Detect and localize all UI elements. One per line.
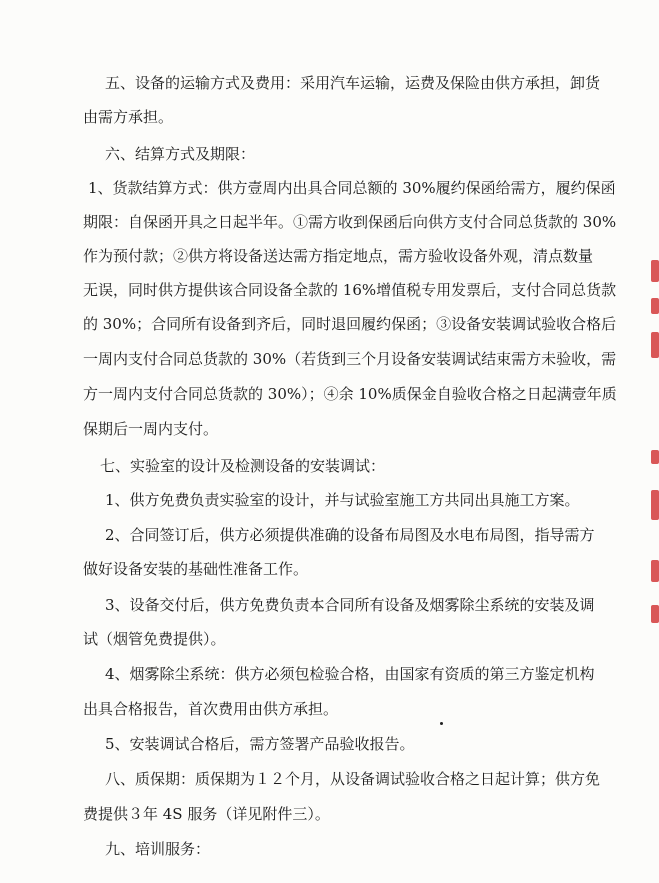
- text-line: 试（烟管免费提供）。: [83, 630, 226, 648]
- text-line: 5、安装调试合格后，需方签署产品验收报告。: [105, 735, 415, 753]
- section-heading: 七、实验室的设计及检测设备的安装调试：: [100, 457, 386, 475]
- section-heading: 八、质保期：质保期为１２个月，从设备调试验收合格之日起计算；供方免: [105, 770, 601, 788]
- text-line: 期限：自保函开具之日起半年。①需方收到保函后向供方支付合同总货款的 30%: [83, 213, 617, 231]
- text-line: 1、供方免费负责实验室的设计，并与试验室施工方共同出具施工方案。: [105, 491, 580, 509]
- text-line: 保期后一周内支付。: [83, 420, 219, 438]
- section-heading: 六、结算方式及期限：: [105, 145, 256, 163]
- text-line: 由需方承担。: [83, 108, 174, 126]
- scan-speck: [440, 722, 443, 725]
- text-line: 2、合同签订后，供方必须提供准确的设备布局图及水电布局图，指导需方: [105, 526, 595, 544]
- text-line: 方一周内支付合同总货款的 30%）；④余 10%质保金自验收合格之日起满壹年质: [83, 385, 617, 403]
- text-line: 3、设备交付后，供方免费负责本合同所有设备及烟雾除尘系统的安装及调: [105, 596, 595, 614]
- text-line: 无误，同时供方提供该合同设备全款的 16%增值税专用发票后，支付合同总货款: [83, 281, 617, 299]
- text-line: 费提供３年 4S 服务（详见附件三）。: [83, 805, 330, 823]
- text-line: 出具合格报告，首次费用由供方承担。: [83, 700, 339, 718]
- text-line: 作为预付款；②供方将设备送达需方指定地点，需方验收设备外观，清点数量: [83, 247, 594, 265]
- text-line: 4、烟雾除尘系统：供方必须包检验合格，由国家有资质的第三方鉴定机构: [105, 665, 595, 683]
- text-line: 做好设备安装的基础性准备工作。: [83, 560, 309, 578]
- text-line: 一周内支付合同总货款的 30%（若货到三个月设备安装调试结束需方未验收，需: [83, 350, 617, 368]
- text-line: 五、设备的运输方式及费用：采用汽车运输，运费及保险由供方承担，卸货: [105, 74, 601, 92]
- text-line: 的 30%；合同所有设备到齐后，同时退回履约保函；③设备安装调试验收合格后: [83, 315, 617, 333]
- text-line: 1、货款结算方式：供方壹周内出具合同总额的 30%履约保函给需方，履约保函: [88, 179, 616, 197]
- section-heading: 九、培训服务：: [105, 840, 211, 858]
- seal-stamp-edge: [649, 260, 659, 640]
